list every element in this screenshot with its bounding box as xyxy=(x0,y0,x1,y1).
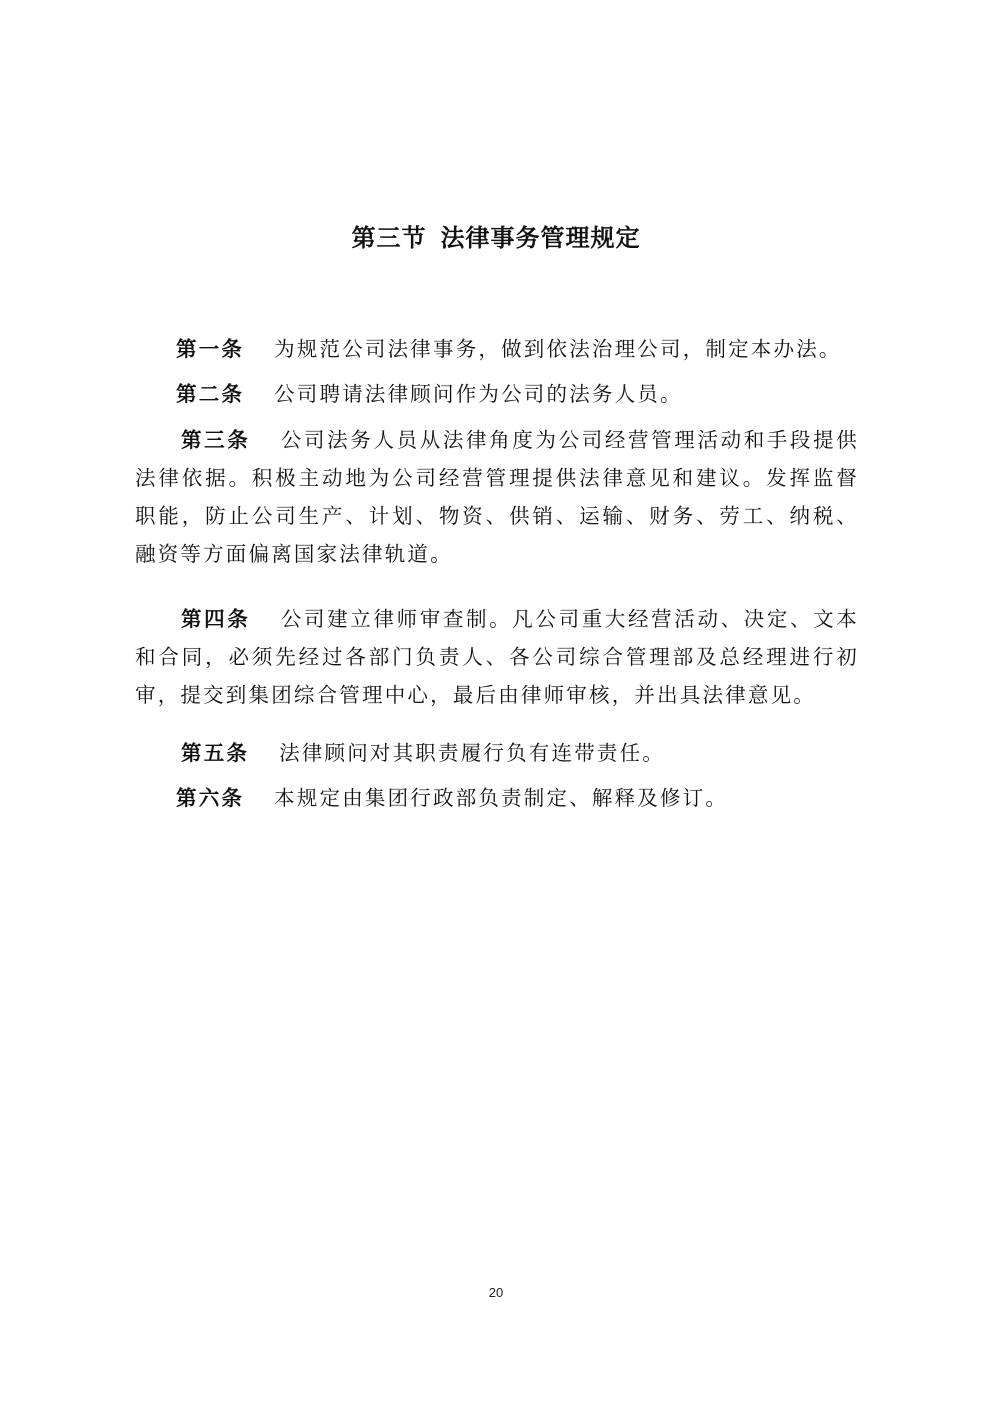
article-number: 第二条 xyxy=(176,381,245,406)
article-1 xyxy=(135,330,859,368)
article-5 xyxy=(135,734,859,772)
article-number: 第三条 xyxy=(181,427,251,452)
article-text: 公司建立律师审查制。凡公司重大经营活动、决定、文本和合同，必须先经过各部门负责人、各公司综合管理部及总经理进行初审，提交到集团综合管理中心，最后由律师审核，并出具法律意见。 xyxy=(135,606,859,707)
article-text: 公司聘请法律顾问作为公司的法务人员。 xyxy=(274,381,683,406)
article-number: 第四条 xyxy=(181,606,251,631)
section-title xyxy=(0,218,992,258)
section-heading: 法律事务管理规定 xyxy=(440,223,641,252)
section-number: 第三节 xyxy=(351,223,427,252)
page-number: 20 xyxy=(488,1285,504,1300)
article-number: 第一条 xyxy=(176,336,245,361)
article-text: 为规范公司法律事务，做到依法治理公司，制定本办法。 xyxy=(274,336,842,361)
article-2 xyxy=(135,375,859,413)
article-text: 本规定由集团行政部负责制定、解释及修订。 xyxy=(274,785,729,810)
article-3 xyxy=(135,421,859,573)
article-text: 公司法务人员从法律角度为公司经营管理活动和手段提供法律依据。积极主动地为公司经营管理提供法律意见和建议。发挥监督职能，防止公司生产、计划、物资、供销、运输、财务、劳工、纳税、融资等方面偏离国家法律轨道。 xyxy=(135,427,859,566)
article-text: 法律顾问对其职责履行负有连带责任。 xyxy=(279,740,666,765)
article-4 xyxy=(135,600,859,714)
article-number: 第六条 xyxy=(176,785,245,810)
article-6 xyxy=(135,779,859,817)
article-number: 第五条 xyxy=(181,740,250,765)
